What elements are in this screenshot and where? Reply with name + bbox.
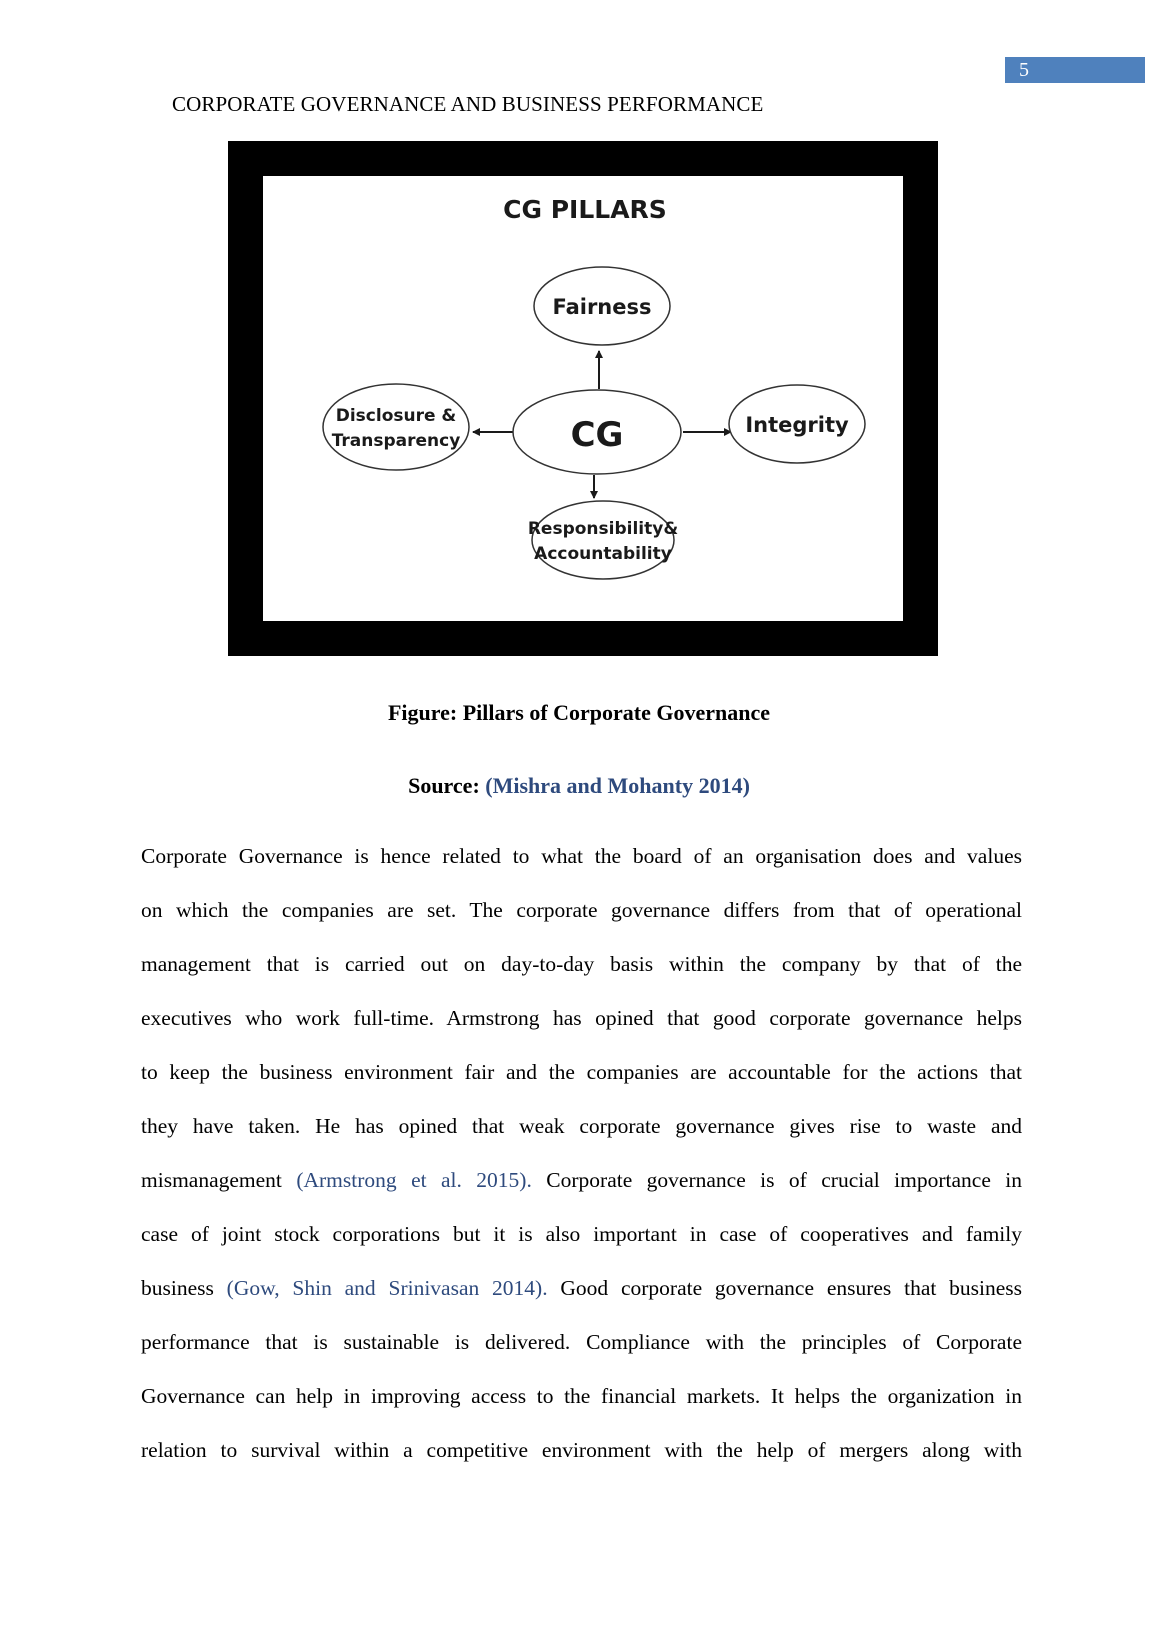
paragraph-line: to keep the business environment fair and the companies are accountable for the actions that: [141, 1060, 1022, 1084]
cg-pillars-diagram: [263, 176, 903, 621]
paragraph-line: they have taken. He has opined that weak corporate governance gives rise to waste and: [141, 1114, 1022, 1138]
paragraph-line: executives who work full-time. Armstrong has opined that good corporate governance helps: [141, 1006, 1022, 1030]
line-text: mismanagement: [141, 1168, 297, 1192]
responsibility-label-line1: Responsibility&: [527, 519, 679, 539]
responsibility-ellipse: [532, 501, 674, 579]
line-text: Corporate governance is of crucial importance in: [531, 1168, 1022, 1192]
source-label: Source:: [408, 773, 486, 798]
paragraph-line: performance that is sustainable is delivered. Compliance with the principles of Corporate: [141, 1330, 1022, 1354]
disclosure-label-line1: Disclosure &: [335, 406, 457, 426]
paragraph-line: case of joint stock corporations but it is also important in case of cooperatives and family: [141, 1222, 1022, 1246]
integrity-label: Integrity: [745, 413, 849, 437]
source-citation: (Mishra and Mohanty 2014): [485, 773, 750, 798]
running-header: CORPORATE GOVERNANCE AND BUSINESS PERFORMANCE: [172, 92, 764, 116]
page-number: 5: [1005, 57, 1145, 83]
paragraph-line: on which the companies are set. The corporate governance differs from that of operational: [141, 898, 1022, 922]
fairness-label: Fairness: [552, 295, 652, 319]
responsibility-label-line2: Accountability: [534, 544, 672, 564]
paragraph-line: management that is carried out on day-to-day basis within the company by that of the: [141, 952, 1022, 976]
paragraph-line: Governance can help in improving access to the financial markets. It helps the organization in: [141, 1384, 1022, 1408]
diagram-svg: [263, 176, 903, 621]
paragraph-line: [141, 1153, 1022, 1207]
citation-gow: (Gow, Shin and Srinivasan 2014).: [226, 1276, 548, 1300]
diagram-title: CG PILLARS: [503, 195, 667, 224]
figure-caption: Figure: Pillars of Corporate Governance: [387, 700, 771, 725]
paragraph-line: [141, 1261, 1022, 1315]
body-paragraph: [141, 829, 1022, 1477]
line-text: business: [141, 1276, 227, 1300]
cg-label: CG: [570, 415, 624, 455]
line-text: Good corporate governance ensures that business: [547, 1276, 1022, 1300]
citation-armstrong: (Armstrong et al. 2015).: [296, 1168, 532, 1192]
disclosure-ellipse: [323, 384, 469, 470]
disclosure-label-line2: Transparency: [331, 431, 461, 451]
figure-frame: [228, 141, 938, 656]
paragraph-line: Corporate Governance is hence related to what the board of an organisation does and values: [141, 844, 1022, 868]
paragraph-line: relation to survival within a competitive environment with the help of mergers along with: [141, 1438, 1022, 1462]
figure-source: [0, 773, 1158, 799]
